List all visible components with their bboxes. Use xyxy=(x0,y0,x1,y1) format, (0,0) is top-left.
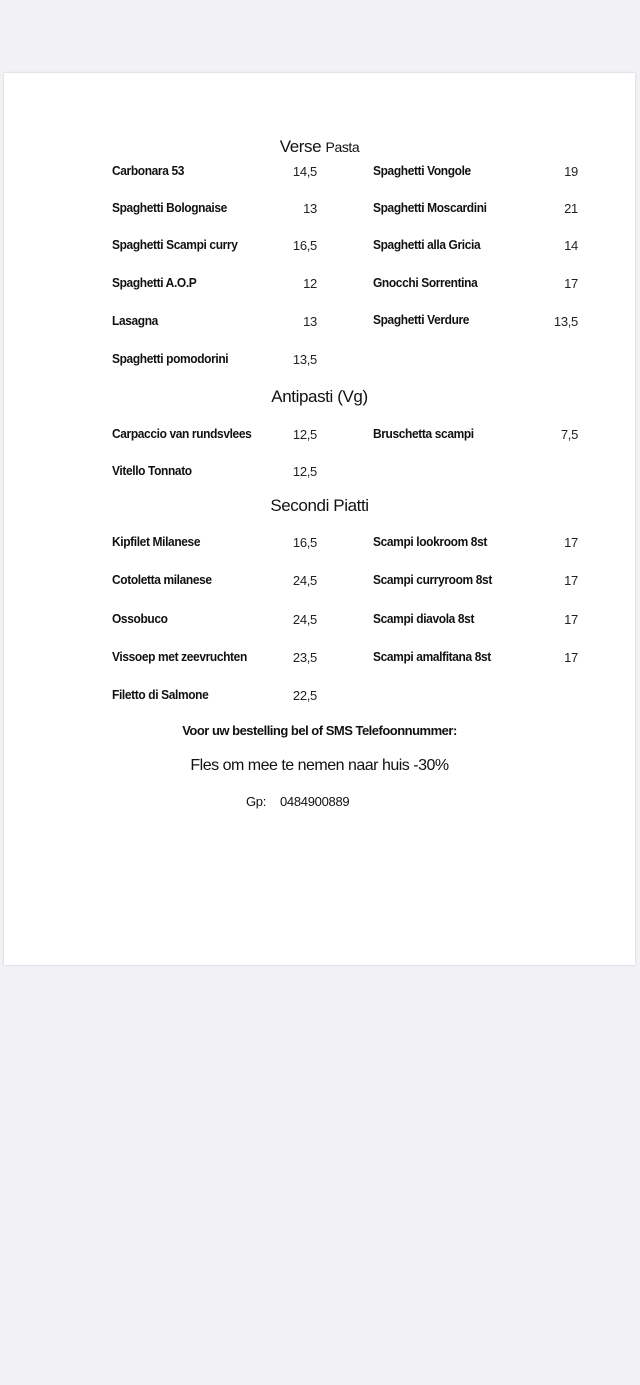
menu-item-name: Scampi lookroom 8st xyxy=(373,534,487,549)
menu-item-price: 14 xyxy=(564,238,578,253)
menu-item-name: Scampi curryroom 8st xyxy=(373,572,492,587)
menu-item-price: 13,5 xyxy=(553,314,578,329)
menu-item-price: 12,5 xyxy=(292,464,317,479)
menu-item-price: 13,5 xyxy=(292,352,317,367)
menu-item-name: Gnocchi Sorrentina xyxy=(373,275,478,290)
menu-item-price: 14,5 xyxy=(292,164,317,179)
section-title-pasta xyxy=(4,137,635,157)
menu-item-price: 22,5 xyxy=(292,688,317,703)
menu-item-price: 17 xyxy=(564,650,578,665)
section-title-secondi: Secondi Piatti xyxy=(270,496,369,515)
menu-item-name: Lasagna xyxy=(112,313,158,328)
menu-item-price: 19 xyxy=(564,164,578,179)
pasta-title-small: Pasta xyxy=(325,139,360,155)
menu-item-name: Spaghetti pomodorini xyxy=(112,351,229,366)
menu-item-price: 12,5 xyxy=(292,427,317,442)
bottle-discount: Fles om mee te nemen naar huis -30% xyxy=(190,757,449,774)
section-title-antipasti: Antipasti (Vg) xyxy=(271,387,368,406)
menu-item-name: Filetto di Salmone xyxy=(112,687,209,702)
menu-item-price: 13 xyxy=(303,201,317,216)
menu-item-name: Carpaccio van rundsvlees xyxy=(112,426,252,441)
menu-item-name: Spaghetti Vongole xyxy=(373,163,471,178)
menu-item-name: Ossobuco xyxy=(112,611,168,626)
menu-item-name: Spaghetti Verdure xyxy=(373,312,470,327)
menu-item-name: Vissoep met zeevruchten xyxy=(112,649,247,664)
pasta-title-main: Verse xyxy=(279,137,322,156)
menu-item-name: Cotoletta milanese xyxy=(112,572,212,587)
menu-item-price: 12 xyxy=(303,276,317,291)
menu-item-name: Vitello Tonnato xyxy=(112,463,192,478)
menu-item-price: 7,5 xyxy=(560,427,578,442)
menu-item-price: 23,5 xyxy=(292,650,317,665)
menu-item-price: 17 xyxy=(564,276,578,291)
menu-item-price: 16,5 xyxy=(292,535,317,550)
menu-item-name: Spaghetti A.O.P xyxy=(112,275,197,290)
menu-item-name: Spaghetti Scampi curry xyxy=(112,237,238,252)
menu-item-name: Scampi amalfitana 8st xyxy=(373,649,491,664)
menu-item-name: Spaghetti alla Gricia xyxy=(373,237,481,252)
menu-item-price: 17 xyxy=(564,535,578,550)
menu-item-price: 24,5 xyxy=(292,612,317,627)
phone-label: Gp: xyxy=(246,794,267,809)
menu-item-name: Spaghetti Moscardini xyxy=(373,200,487,215)
menu-item-name: Kipfilet Milanese xyxy=(112,534,201,549)
menu-item-name: Scampi diavola 8st xyxy=(373,611,475,626)
menu-item-price: 17 xyxy=(564,612,578,627)
menu-item-name: Spaghetti Bolognaise xyxy=(112,200,227,215)
menu-sheet xyxy=(4,73,635,965)
phone-number: 0484900889 xyxy=(280,794,350,809)
menu-item-name: Carbonara 53 xyxy=(112,163,185,178)
menu-item-price: 21 xyxy=(564,201,578,216)
menu-item-price: 16,5 xyxy=(292,238,317,253)
menu-item-name: Bruschetta scampi xyxy=(373,426,474,441)
menu-item-price: 13 xyxy=(303,314,317,329)
menu-item-price: 17 xyxy=(564,573,578,588)
menu-item-price: 24,5 xyxy=(292,573,317,588)
order-instructions: Voor uw bestelling bel of SMS Telefoonnummer: xyxy=(182,723,457,738)
